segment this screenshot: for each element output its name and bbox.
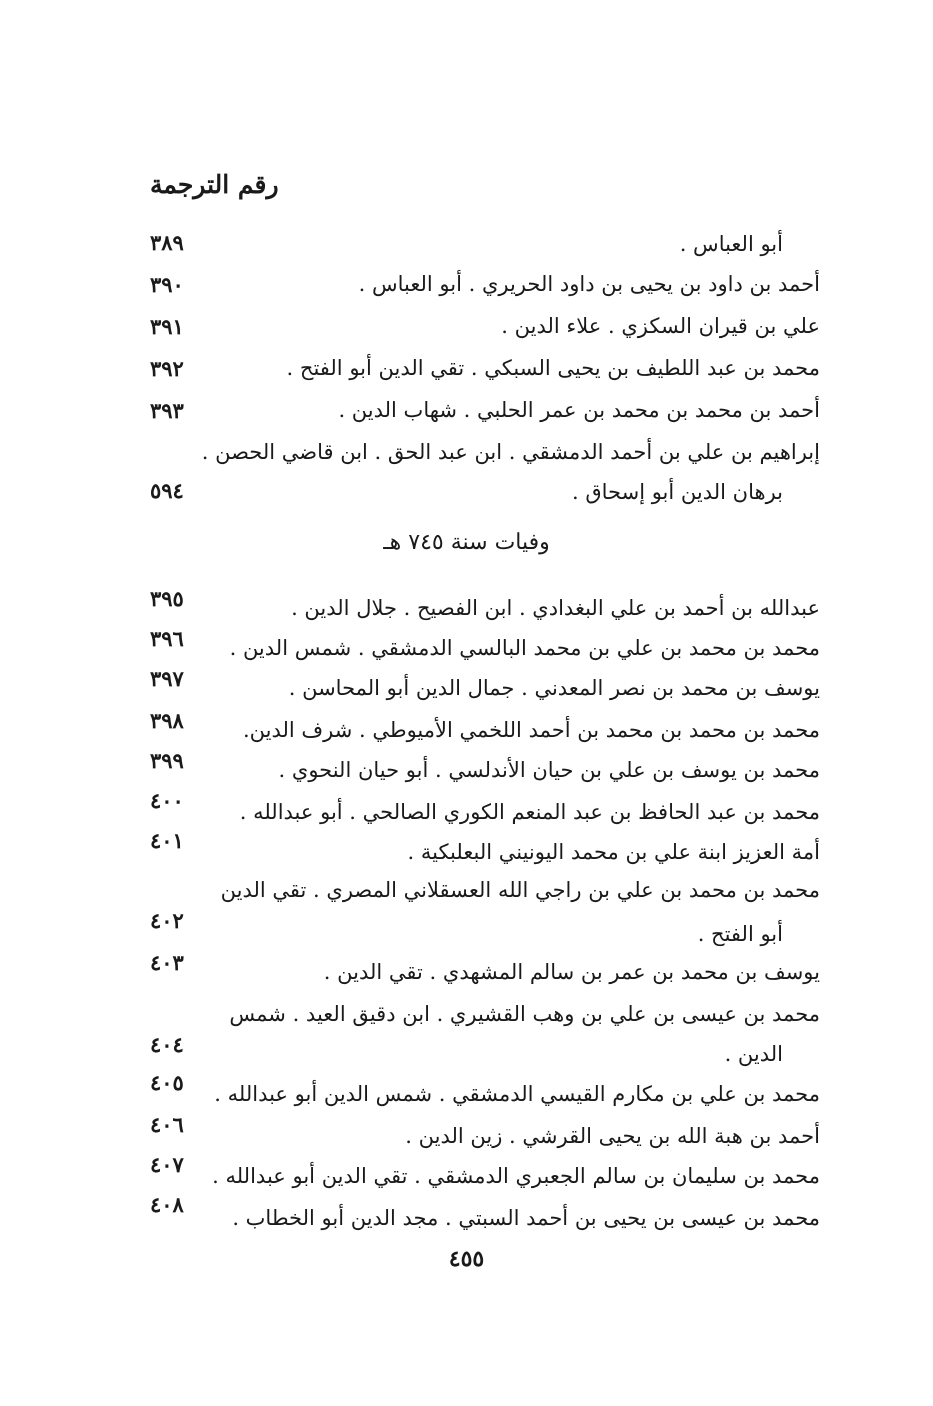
entry-line: محمد بن علي بن مكارم القيسي الدمشقي . شمس الدين أبو عبدالله . xyxy=(214,1082,820,1106)
entry-number: ٤٠٤ xyxy=(150,1032,184,1057)
entry-line: محمد بن عيسى بن يحيى بن أحمد السبتي . مجد الدين أبو الخطاب . xyxy=(232,1206,820,1230)
entry-line: أحمد بن محمد بن محمد بن عمر الحلبي . شهاب الدين . xyxy=(338,398,820,422)
entry-line: محمد بن عبد اللطيف بن يحيى السبكي . تقي الدين أبو الفتح . xyxy=(286,356,820,380)
entry-number: ٣٩٩ xyxy=(150,748,184,773)
entry-line: برهان الدين أبو إسحاق . xyxy=(572,480,783,504)
entry-line: أبو الفتح . xyxy=(697,922,783,946)
entry-number: ٣٨٩ xyxy=(150,230,184,255)
entry-line: عبدالله بن أحمد بن علي البغدادي . ابن الفصيح . جلال الدين . xyxy=(291,596,820,620)
entry-number: ٣٩٦ xyxy=(150,626,184,651)
entry-number: ٤٠٨ xyxy=(150,1192,184,1217)
entry-number: ٤٠٣ xyxy=(150,950,184,975)
entry-line: أحمد بن هبة الله بن يحيى القرشي . زين الدين . xyxy=(405,1124,820,1148)
entry-number: ٤٠٦ xyxy=(150,1112,184,1137)
entry-number: ٣٩٣ xyxy=(150,398,184,423)
entry-number: ٤٠٥ xyxy=(150,1070,184,1095)
entry-number: ٣٩٨ xyxy=(150,708,184,733)
entry-number: ٣٩٥ xyxy=(150,586,184,611)
entry-line: محمد بن عبد الحافظ بن عبد المنعم الكوري الصالحي . أبو عبدالله . xyxy=(239,800,820,824)
entry-number: ٤٠٢ xyxy=(150,908,184,933)
entry-line: محمد بن يوسف بن علي بن حيان الأندلسي . أبو حيان النحوي . xyxy=(278,758,820,782)
entry-line: أمة العزيز ابنة علي بن محمد اليونيني البعلبكية . xyxy=(407,840,820,864)
entry-line: محمد بن محمد بن علي بن محمد البالسي الدمشقي . شمس الدين . xyxy=(229,636,820,660)
entry-line: أبو العباس . xyxy=(679,232,783,256)
entry-number: ٤٠٠ xyxy=(150,788,184,813)
entry-line: يوسف بن محمد بن نصر المعدني . جمال الدين أبو المحاسن . xyxy=(288,676,820,700)
entry-number: ٤٠٧ xyxy=(150,1152,184,1177)
entry-line: الدين . xyxy=(724,1042,783,1066)
section-title: وفيات سنة ٧٤٥ هـ xyxy=(383,530,550,555)
entry-line: أحمد بن داود بن يحيى بن داود الحريري . أبو العباس . xyxy=(358,272,820,296)
entry-line: علي بن قيران السكزي . علاء الدين . xyxy=(501,314,820,338)
entry-line: محمد بن محمد بن محمد بن أحمد اللخمي الأميوطي . شرف الدين. xyxy=(242,718,820,742)
entry-line: محمد بن عيسى بن علي بن وهب القشيري . ابن دقيق العيد . شمس xyxy=(229,1002,820,1026)
column-header: رقم الترجمة xyxy=(150,170,279,199)
entry-line: محمد بن محمد بن علي بن راجي الله العسقلاني المصري . تقي الدين xyxy=(220,878,820,902)
entry-number: ٤٠١ xyxy=(150,828,184,853)
entry-line: إبراهيم بن علي بن أحمد الدمشقي . ابن عبد الحق . ابن قاضي الحصن . xyxy=(201,440,820,464)
page-number: ٤٥٥ xyxy=(448,1246,485,1272)
entry-line: يوسف بن محمد بن عمر بن سالم المشهدي . تقي الدين . xyxy=(323,960,820,984)
entry-number: ٣٩٧ xyxy=(150,666,184,691)
entry-number: ٣٩٠ xyxy=(150,272,184,297)
entry-line: محمد بن سليمان بن سالم الجعبري الدمشقي . تقي الدين أبو عبدالله . xyxy=(212,1164,820,1188)
entry-number: ٣٩٢ xyxy=(150,356,184,381)
entry-number: ٣٩١ xyxy=(150,314,184,339)
entry-number: ٥٩٤ xyxy=(150,478,184,503)
